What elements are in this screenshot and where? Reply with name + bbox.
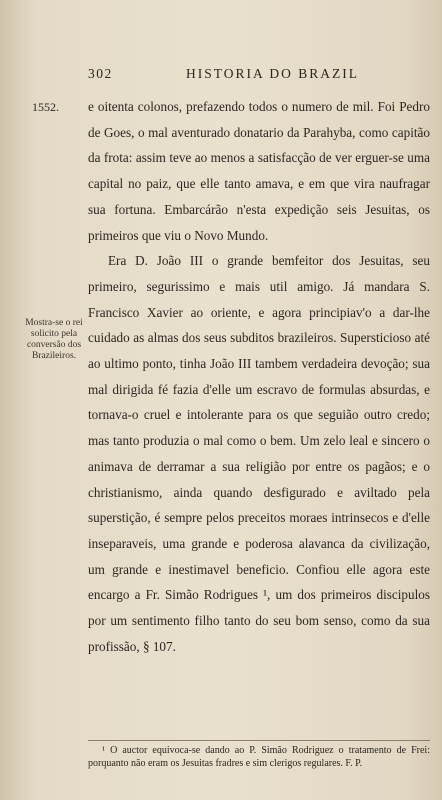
paragraph-1: e oitenta colonos, prefazendo todos o numero de mil. Foi Pedro de Goes, o mal aventurado donatario da Parahyba, como capitão da frota: assim teve ao menos a satisfacção de ver erguer-se uma capital no paiz, que elle tanto amava, e em que vira naufragar sua fortuna. Embarcárão n'esta expedição seis Jesuitas, os primeiros que viu o Novo Mundo. — [88, 99, 430, 243]
page-number: 302 — [88, 66, 113, 81]
margin-year: 1552. — [32, 100, 59, 114]
margin-note: Mostra-se o rei solicito pela conversão dos Brazileiros. — [25, 318, 83, 361]
running-title: HISTORIA DO BRAZIL — [186, 66, 360, 81]
footnotes — [88, 740, 430, 770]
footnote-1: ¹ O auctor equivoca-se dando ao P. Simão Rodriguez o tratamento de Frei: porquanto não eram os Jesuitas fradres e sim clerigos regulares. F. P. — [88, 745, 430, 769]
paragraph-2: Era D. João III o grande bemfeitor dos Jesuitas, seu primeiro, segurissimo e mais util amigo. Já mandara S. Francisco Xavier ao oriente, e agora principiav'o a dar-lhe cuidado as almas dos seus subditos brazileiros. Supersticioso até ao ultimo ponto, tinha João III tambem verdadeira devoção; sua mal dirigida fé fazia d'elle um escravo de formulas absurdas, e tornava-o cruel e intolerante para os que seguião outro credo; mas tanto produzia o mal como o bem. Um zelo leal e sincero o animava de derramar a sua religião por entre os pagãos; e o christianismo, ainda quando desfigurado e aviltado pela superstição, é sempre pelos preceitos moraes intrinsecos e d'elle inseparaveis, uma grande e poderosa alavanca da civilização, um grande e inestimavel beneficio. Confiou elle agora este encargo a Fr. Simão Rodrigues ¹, um dos primeiros discipulos por um sentimento filho tanto do seu bom senso, como da sua profissão, § 107. — [88, 253, 430, 654]
body-text — [88, 94, 430, 659]
